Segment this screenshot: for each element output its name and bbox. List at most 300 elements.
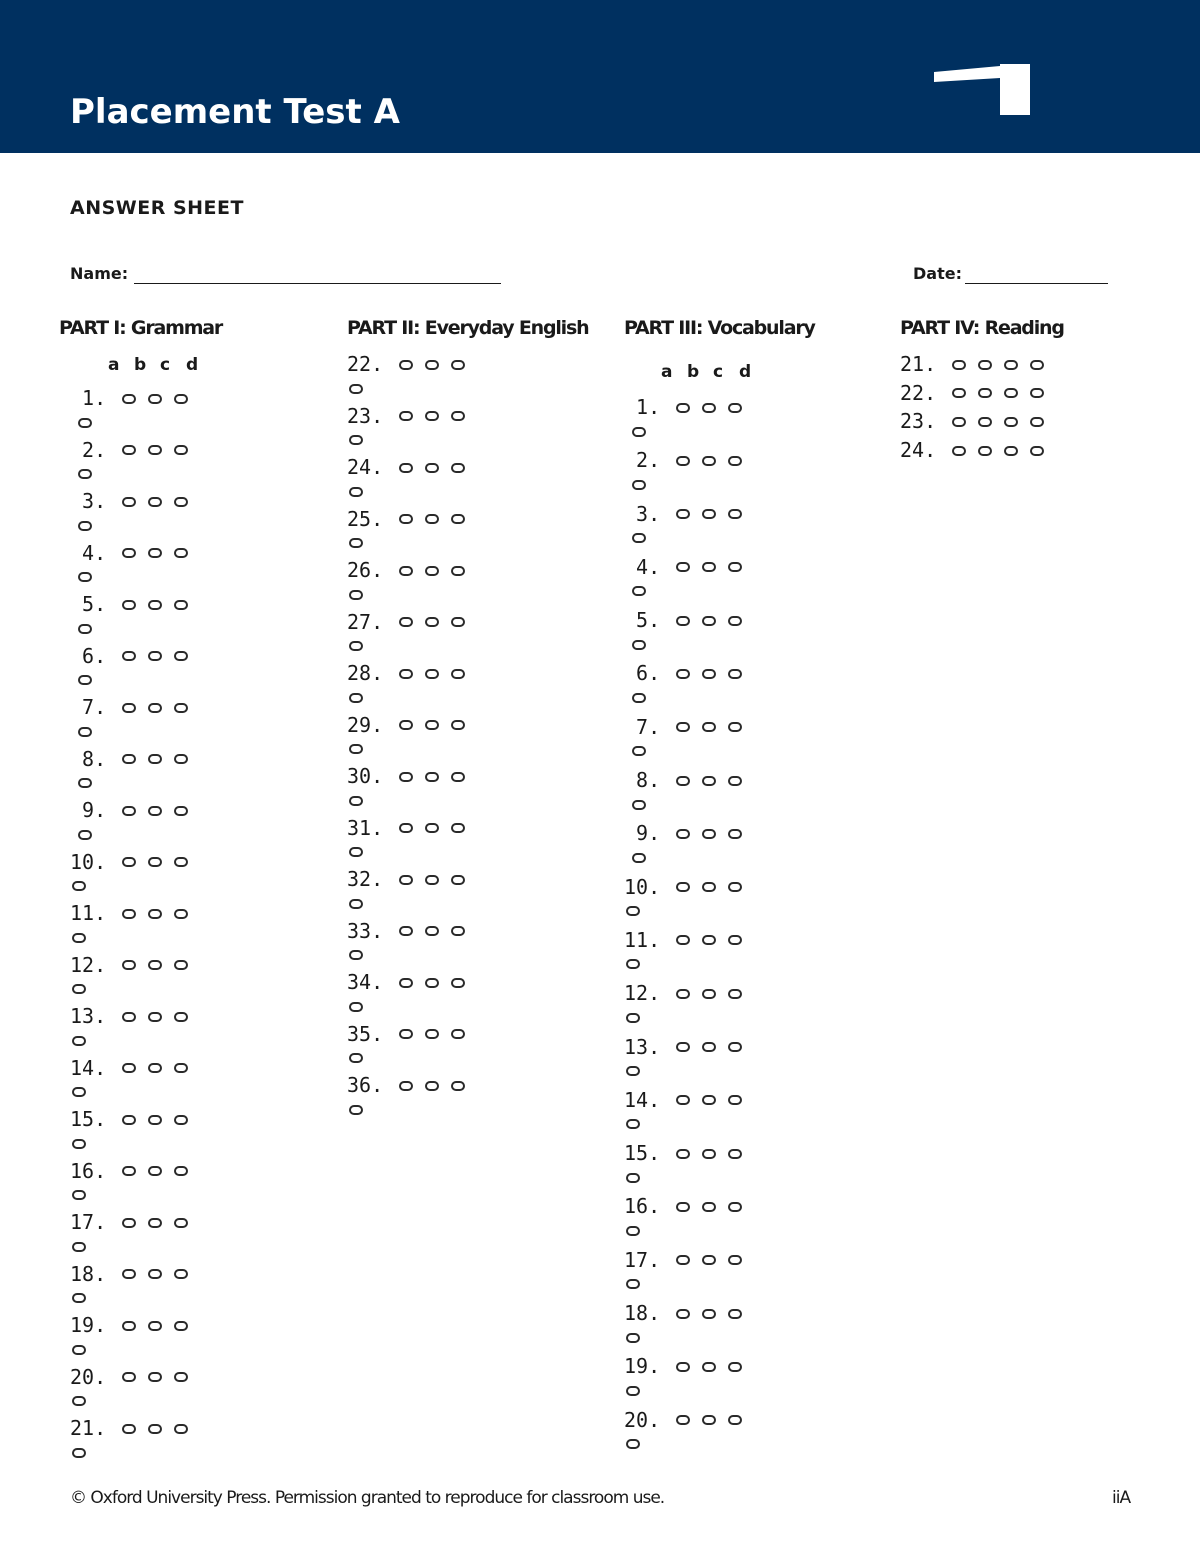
option-label: b — [687, 362, 700, 382]
answer-bubble-icon[interactable] — [349, 487, 363, 497]
answer-bubble-icon[interactable] — [425, 514, 439, 524]
answer-bubble-icon[interactable] — [78, 727, 92, 737]
answer-bubble-icon[interactable] — [78, 572, 92, 582]
answer-bubble-icon[interactable] — [451, 772, 465, 782]
answer-bubble-icon[interactable] — [349, 950, 363, 960]
answer-bubble-icon[interactable] — [676, 1415, 690, 1425]
answer-bubble-icon[interactable] — [952, 388, 966, 398]
answer-bubble-icon[interactable] — [702, 1095, 716, 1105]
answer-bubble-icon[interactable] — [728, 1202, 742, 1212]
answer-row — [70, 540, 188, 592]
answer-bubble-icon[interactable] — [728, 989, 742, 999]
answer-bubble-icon[interactable] — [78, 624, 92, 634]
answer-bubble-icon[interactable] — [148, 548, 162, 558]
answer-bubble-icon[interactable] — [978, 417, 992, 427]
answer-bubble-icon[interactable] — [78, 675, 92, 685]
answer-bubble-icon[interactable] — [148, 651, 162, 661]
answer-row — [347, 763, 465, 815]
answer-bubble-icon[interactable] — [148, 1218, 162, 1228]
answer-bubble-icon[interactable] — [728, 1255, 742, 1265]
answer-bubble-icon[interactable] — [632, 533, 646, 543]
answer-bubble-icon[interactable] — [728, 829, 742, 839]
answer-bubble-icon[interactable] — [122, 703, 136, 713]
question-number: 8. — [624, 768, 661, 793]
question-number: 11. — [70, 901, 107, 925]
answer-bubble-icon[interactable] — [122, 548, 136, 558]
answer-bubble-icon[interactable] — [148, 1424, 162, 1434]
answer-bubble-icon[interactable] — [1030, 417, 1044, 427]
answer-bubble-icon[interactable] — [978, 446, 992, 456]
answer-bubble-icon[interactable] — [425, 669, 439, 679]
answer-bubble-icon[interactable] — [399, 411, 413, 421]
answer-bubble-icon[interactable] — [148, 600, 162, 610]
answer-bubble-icon[interactable] — [78, 469, 92, 479]
answer-bubble-icon[interactable] — [626, 1439, 640, 1449]
answer-bubble-icon[interactable] — [174, 1115, 188, 1125]
answer-bubble-icon[interactable] — [72, 1242, 86, 1252]
answer-bubble-icon[interactable] — [676, 616, 690, 626]
answer-bubble-icon[interactable] — [728, 882, 742, 892]
answer-bubble-icon[interactable] — [174, 497, 188, 507]
answer-row — [624, 927, 742, 980]
question-number: 18. — [70, 1261, 107, 1286]
answer-bubble-icon[interactable] — [78, 830, 92, 840]
answer-bubble-icon[interactable] — [399, 823, 413, 833]
answer-bubble-icon[interactable] — [122, 497, 136, 507]
answer-bubble-icon[interactable] — [702, 1042, 716, 1052]
option-label: a — [661, 362, 673, 382]
answer-bubble-icon[interactable] — [148, 909, 162, 919]
question-number: 35. — [347, 1021, 384, 1046]
answer-bubble-icon[interactable] — [174, 909, 188, 919]
answer-bubble-icon[interactable] — [148, 1115, 162, 1125]
option-label: b — [134, 355, 147, 375]
answer-bubble-icon[interactable] — [626, 959, 640, 969]
answer-bubble-icon[interactable] — [174, 1321, 188, 1331]
answer-bubble-icon[interactable] — [728, 1042, 742, 1052]
answer-bubble-icon[interactable] — [122, 1269, 136, 1279]
answer-bubble-icon[interactable] — [632, 427, 646, 437]
answer-bubble-icon[interactable] — [349, 641, 363, 651]
answer-bubble-icon[interactable] — [122, 754, 136, 764]
answer-bubble-icon[interactable] — [399, 926, 413, 936]
answer-bubble-icon[interactable] — [676, 776, 690, 786]
answer-bubble-icon[interactable] — [451, 1029, 465, 1039]
question-number: 25. — [347, 506, 384, 531]
answer-bubble-icon[interactable] — [148, 857, 162, 867]
answer-bubble-icon[interactable] — [72, 933, 86, 943]
answer-bubble-icon[interactable] — [72, 1087, 86, 1097]
answer-bubble-icon[interactable] — [702, 882, 716, 892]
question-number: 9. — [624, 821, 661, 846]
question-number: 20. — [624, 1407, 661, 1432]
question-number: 34. — [347, 970, 384, 994]
answer-bubble-icon[interactable] — [451, 514, 465, 524]
answer-bubble-icon[interactable] — [174, 806, 188, 816]
answer-bubble-icon[interactable] — [702, 456, 716, 466]
answer-bubble-icon[interactable] — [676, 669, 690, 679]
answer-bubble-icon[interactable] — [425, 823, 439, 833]
answer-bubble-icon[interactable] — [676, 1095, 690, 1105]
answer-bubble-icon[interactable] — [632, 800, 646, 810]
question-number: 19. — [70, 1313, 107, 1337]
answer-bubble-icon[interactable] — [451, 669, 465, 679]
answer-bubble-icon[interactable] — [122, 1012, 136, 1022]
answer-bubble-icon[interactable] — [702, 669, 716, 679]
question-number: 14. — [70, 1055, 107, 1080]
date-field[interactable] — [965, 283, 1108, 284]
answer-bubble-icon[interactable] — [148, 1269, 162, 1279]
question-number: 13. — [70, 1004, 107, 1028]
answer-bubble-icon[interactable] — [626, 1279, 640, 1289]
answer-bubble-icon[interactable] — [728, 616, 742, 626]
answer-bubble-icon[interactable] — [632, 640, 646, 650]
answer-row — [70, 694, 188, 746]
answer-bubble-icon[interactable] — [122, 1166, 136, 1176]
answer-bubble-icon[interactable] — [626, 1386, 640, 1396]
answer-bubble-icon[interactable] — [702, 1149, 716, 1159]
answer-bubble-icon[interactable] — [399, 772, 413, 782]
answer-bubble-icon[interactable] — [1030, 446, 1044, 456]
answer-bubble-icon[interactable] — [399, 360, 413, 370]
answer-bubble-icon[interactable] — [349, 744, 363, 754]
answer-bubble-icon[interactable] — [676, 456, 690, 466]
answer-bubble-icon[interactable] — [148, 1063, 162, 1073]
answer-bubble-icon[interactable] — [174, 394, 188, 404]
question-number: 17. — [624, 1247, 661, 1272]
answer-bubble-icon[interactable] — [122, 909, 136, 919]
answer-bubble-icon[interactable] — [148, 1012, 162, 1022]
answer-bubble-icon[interactable] — [349, 590, 363, 600]
answer-bubble-icon[interactable] — [728, 1415, 742, 1425]
answer-bubble-icon[interactable] — [676, 829, 690, 839]
answer-bubble-icon[interactable] — [349, 899, 363, 909]
answer-bubble-icon[interactable] — [676, 403, 690, 413]
answer-bubble-icon[interactable] — [632, 586, 646, 596]
answer-bubble-icon[interactable] — [728, 1309, 742, 1319]
level-one-logo-icon — [930, 60, 1034, 120]
answer-bubble-icon[interactable] — [728, 509, 742, 519]
part-3-option-labels — [661, 362, 765, 382]
answer-bubble-icon[interactable] — [349, 1002, 363, 1012]
answer-bubble-icon[interactable] — [399, 514, 413, 524]
answer-row — [347, 918, 465, 970]
answer-bubble-icon[interactable] — [451, 978, 465, 988]
answer-bubble-icon[interactable] — [78, 418, 92, 428]
answer-bubble-icon[interactable] — [451, 411, 465, 421]
question-number: 22. — [347, 352, 384, 376]
answer-bubble-icon[interactable] — [425, 1081, 439, 1091]
answer-bubble-icon[interactable] — [425, 1029, 439, 1039]
answer-bubble-icon[interactable] — [702, 1309, 716, 1319]
answer-bubble-icon[interactable] — [425, 566, 439, 576]
answer-bubble-icon[interactable] — [72, 1396, 86, 1406]
answer-bubble-icon[interactable] — [952, 417, 966, 427]
answer-bubble-icon[interactable] — [425, 772, 439, 782]
answer-bubble-icon[interactable] — [451, 617, 465, 627]
answer-bubble-icon[interactable] — [349, 1053, 363, 1063]
answer-bubble-icon[interactable] — [399, 978, 413, 988]
answer-bubble-icon[interactable] — [702, 829, 716, 839]
answer-bubble-icon[interactable] — [702, 1255, 716, 1265]
answer-bubble-icon[interactable] — [425, 411, 439, 421]
answer-bubble-icon[interactable] — [122, 1321, 136, 1331]
answer-bubble-icon[interactable] — [1004, 446, 1018, 456]
answer-bubble-icon[interactable] — [148, 394, 162, 404]
answer-bubble-icon[interactable] — [626, 1333, 640, 1343]
answer-row — [70, 849, 188, 901]
answer-bubble-icon[interactable] — [174, 1166, 188, 1176]
answer-bubble-icon[interactable] — [451, 463, 465, 473]
answer-bubble-icon[interactable] — [632, 480, 646, 490]
answer-bubble-icon[interactable] — [728, 1362, 742, 1372]
answer-bubble-icon[interactable] — [728, 456, 742, 466]
answer-bubble-icon[interactable] — [728, 1149, 742, 1159]
answer-row — [624, 1247, 742, 1300]
part-4-answer-list — [900, 350, 1044, 465]
answer-bubble-icon[interactable] — [1030, 388, 1044, 398]
part-1-answer-list — [70, 385, 188, 1467]
answer-bubble-icon[interactable] — [676, 1149, 690, 1159]
answer-bubble-icon[interactable] — [1004, 360, 1018, 370]
answer-bubble-icon[interactable] — [72, 1293, 86, 1303]
answer-bubble-icon[interactable] — [676, 1309, 690, 1319]
answer-bubble-icon[interactable] — [72, 1139, 86, 1149]
answer-bubble-icon[interactable] — [676, 989, 690, 999]
answer-bubble-icon[interactable] — [676, 1362, 690, 1372]
answer-bubble-icon[interactable] — [626, 1119, 640, 1129]
answer-bubble-icon[interactable] — [632, 853, 646, 863]
answer-bubble-icon[interactable] — [349, 1105, 363, 1115]
answer-bubble-icon[interactable] — [122, 651, 136, 661]
answer-bubble-icon[interactable] — [399, 875, 413, 885]
question-number: 10. — [70, 849, 107, 874]
answer-bubble-icon[interactable] — [122, 857, 136, 867]
answer-bubble-icon[interactable] — [349, 693, 363, 703]
answer-bubble-icon[interactable] — [626, 906, 640, 916]
answer-bubble-icon[interactable] — [676, 1042, 690, 1052]
answer-bubble-icon[interactable] — [148, 960, 162, 970]
answer-bubble-icon[interactable] — [122, 600, 136, 610]
answer-bubble-icon[interactable] — [676, 935, 690, 945]
question-number: 12. — [70, 952, 107, 977]
answer-bubble-icon[interactable] — [399, 669, 413, 679]
answer-row — [347, 866, 465, 918]
answer-bubble-icon[interactable] — [174, 960, 188, 970]
answer-bubble-icon[interactable] — [72, 1345, 86, 1355]
answer-bubble-icon[interactable] — [978, 388, 992, 398]
answer-bubble-icon[interactable] — [174, 445, 188, 455]
answer-bubble-icon[interactable] — [978, 360, 992, 370]
answer-bubble-icon[interactable] — [728, 1095, 742, 1105]
answer-bubble-icon[interactable] — [451, 566, 465, 576]
answer-bubble-icon[interactable] — [425, 360, 439, 370]
answer-bubble-icon[interactable] — [728, 935, 742, 945]
copyright-notice: © Oxford University Press. Permission granted to reproduce for classroom use. — [70, 1488, 665, 1508]
answer-bubble-icon[interactable] — [702, 1415, 716, 1425]
answer-bubble-icon[interactable] — [676, 562, 690, 572]
answer-row — [624, 1140, 742, 1193]
answer-bubble-icon[interactable] — [72, 881, 86, 891]
answer-bubble-icon[interactable] — [174, 600, 188, 610]
answer-bubble-icon[interactable] — [399, 566, 413, 576]
answer-bubble-icon[interactable] — [451, 1081, 465, 1091]
answer-row — [900, 379, 1044, 408]
answer-row — [624, 767, 742, 820]
answer-bubble-icon[interactable] — [702, 1202, 716, 1212]
answer-bubble-icon[interactable] — [148, 1166, 162, 1176]
answer-bubble-icon[interactable] — [349, 435, 363, 445]
question-number: 22. — [900, 380, 937, 405]
answer-bubble-icon[interactable] — [451, 926, 465, 936]
answer-bubble-icon[interactable] — [425, 463, 439, 473]
answer-bubble-icon[interactable] — [1004, 417, 1018, 427]
answer-bubble-icon[interactable] — [676, 722, 690, 732]
answer-bubble-icon[interactable] — [174, 1424, 188, 1434]
answer-bubble-icon[interactable] — [174, 548, 188, 558]
answer-bubble-icon[interactable] — [174, 754, 188, 764]
answer-bubble-icon[interactable] — [72, 984, 86, 994]
answer-bubble-icon[interactable] — [1030, 360, 1044, 370]
answer-bubble-icon[interactable] — [148, 445, 162, 455]
answer-bubble-icon[interactable] — [451, 720, 465, 730]
answer-row — [624, 1087, 742, 1140]
answer-bubble-icon[interactable] — [349, 847, 363, 857]
question-number: 16. — [624, 1194, 661, 1219]
answer-bubble-icon[interactable] — [148, 806, 162, 816]
answer-bubble-icon[interactable] — [78, 778, 92, 788]
answer-bubble-icon[interactable] — [1004, 388, 1018, 398]
answer-bubble-icon[interactable] — [148, 703, 162, 713]
question-number: 3. — [70, 489, 107, 513]
answer-row — [347, 454, 465, 506]
answer-bubble-icon[interactable] — [174, 1269, 188, 1279]
answer-bubble-icon[interactable] — [702, 989, 716, 999]
answer-bubble-icon[interactable] — [728, 722, 742, 732]
answer-bubble-icon[interactable] — [399, 1029, 413, 1039]
answer-bubble-icon[interactable] — [399, 720, 413, 730]
answer-bubble-icon[interactable] — [425, 617, 439, 627]
answer-row — [624, 554, 742, 607]
name-field[interactable] — [134, 283, 501, 284]
answer-bubble-icon[interactable] — [728, 403, 742, 413]
answer-bubble-icon[interactable] — [676, 509, 690, 519]
answer-bubble-icon[interactable] — [349, 796, 363, 806]
answer-bubble-icon[interactable] — [676, 1202, 690, 1212]
answer-bubble-icon[interactable] — [148, 1372, 162, 1382]
answer-bubble-icon[interactable] — [399, 463, 413, 473]
answer-bubble-icon[interactable] — [174, 857, 188, 867]
answer-bubble-icon[interactable] — [728, 669, 742, 679]
answer-row — [70, 437, 188, 489]
answer-bubble-icon[interactable] — [72, 1448, 86, 1458]
question-number: 21. — [70, 1416, 107, 1440]
answer-bubble-icon[interactable] — [702, 562, 716, 572]
answer-bubble-icon[interactable] — [122, 1218, 136, 1228]
answer-bubble-icon[interactable] — [122, 1424, 136, 1434]
answer-bubble-icon[interactable] — [148, 1321, 162, 1331]
answer-bubble-icon[interactable] — [676, 882, 690, 892]
answer-bubble-icon[interactable] — [632, 746, 646, 756]
answer-bubble-icon[interactable] — [174, 1218, 188, 1228]
answer-bubble-icon[interactable] — [451, 823, 465, 833]
answer-bubble-icon[interactable] — [952, 360, 966, 370]
answer-bubble-icon[interactable] — [122, 1063, 136, 1073]
answer-row — [347, 1021, 465, 1073]
answer-bubble-icon[interactable] — [174, 651, 188, 661]
answer-bubble-icon[interactable] — [451, 875, 465, 885]
part-1-option-labels — [108, 355, 212, 375]
answer-bubble-icon[interactable] — [72, 1190, 86, 1200]
answer-bubble-icon[interactable] — [702, 722, 716, 732]
answer-bubble-icon[interactable] — [425, 720, 439, 730]
answer-bubble-icon[interactable] — [399, 617, 413, 627]
answer-bubble-icon[interactable] — [952, 446, 966, 456]
answer-bubble-icon[interactable] — [174, 703, 188, 713]
answer-bubble-icon[interactable] — [399, 1081, 413, 1091]
answer-bubble-icon[interactable] — [702, 616, 716, 626]
question-number: 6. — [624, 661, 661, 686]
question-number: 28. — [347, 661, 384, 685]
answer-bubble-icon[interactable] — [122, 394, 136, 404]
answer-bubble-icon[interactable] — [702, 403, 716, 413]
answer-bubble-icon[interactable] — [626, 1013, 640, 1023]
answer-sheet-heading: ANSWER SHEET — [70, 197, 244, 219]
answer-bubble-icon[interactable] — [626, 1226, 640, 1236]
answer-bubble-icon[interactable] — [122, 960, 136, 970]
question-number: 13. — [624, 1034, 661, 1059]
question-number: 17. — [70, 1210, 107, 1234]
answer-bubble-icon[interactable] — [702, 509, 716, 519]
answer-bubble-icon[interactable] — [122, 806, 136, 816]
answer-bubble-icon[interactable] — [148, 754, 162, 764]
answer-bubble-icon[interactable] — [122, 445, 136, 455]
question-number: 5. — [70, 592, 107, 616]
answer-bubble-icon[interactable] — [626, 1173, 640, 1183]
answer-bubble-icon[interactable] — [349, 538, 363, 548]
part-4-heading: PART IV: Reading — [900, 317, 1064, 339]
answer-bubble-icon[interactable] — [174, 1012, 188, 1022]
answer-bubble-icon[interactable] — [122, 1372, 136, 1382]
answer-row — [70, 591, 188, 643]
answer-bubble-icon[interactable] — [728, 562, 742, 572]
answer-bubble-icon[interactable] — [349, 384, 363, 394]
answer-bubble-icon[interactable] — [425, 978, 439, 988]
answer-bubble-icon[interactable] — [451, 360, 465, 370]
answer-bubble-icon[interactable] — [148, 497, 162, 507]
answer-bubble-icon[interactable] — [425, 926, 439, 936]
question-number: 1. — [624, 395, 661, 419]
question-number: 19. — [624, 1354, 661, 1379]
answer-bubble-icon[interactable] — [728, 776, 742, 786]
part-3-heading: PART III: Vocabulary — [624, 317, 815, 339]
answer-row — [70, 1415, 188, 1467]
answer-bubble-icon[interactable] — [702, 776, 716, 786]
answer-bubble-icon[interactable] — [676, 1255, 690, 1265]
answer-bubble-icon[interactable] — [72, 1036, 86, 1046]
answer-bubble-icon[interactable] — [632, 693, 646, 703]
answer-bubble-icon[interactable] — [425, 875, 439, 885]
answer-bubble-icon[interactable] — [174, 1372, 188, 1382]
answer-bubble-icon[interactable] — [702, 935, 716, 945]
question-number: 15. — [624, 1141, 661, 1166]
answer-bubble-icon[interactable] — [78, 521, 92, 531]
answer-bubble-icon[interactable] — [626, 1066, 640, 1076]
answer-bubble-icon[interactable] — [174, 1063, 188, 1073]
answer-bubble-icon[interactable] — [702, 1362, 716, 1372]
question-number: 2. — [624, 448, 661, 473]
answer-bubble-icon[interactable] — [122, 1115, 136, 1125]
